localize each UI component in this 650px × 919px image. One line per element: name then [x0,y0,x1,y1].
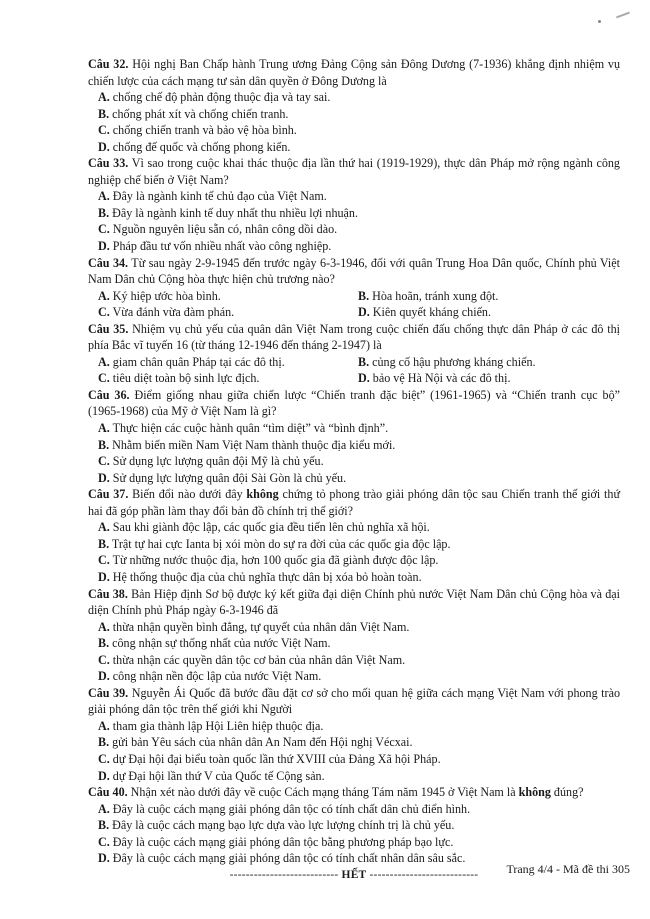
option-letter: C. [98,553,110,568]
option-text: Vừa đánh vừa đàm phán. [109,305,235,320]
negation-emphasis: không [246,487,279,502]
option-letter: C. [98,454,110,469]
question-39 [88,685,620,784]
option-c [98,370,358,387]
question-stem [88,56,620,89]
question-stem [88,586,620,619]
option-text: Từ những nước thuộc địa, hơn 100 quốc gia đã giành được độc lập. [109,553,439,568]
question-number: Câu 34. [88,255,129,270]
option-letter: B. [98,106,110,121]
option-letter: B. [358,354,370,369]
option-c [98,453,620,470]
option-d [98,238,620,255]
option-c [98,834,620,851]
option-b [358,354,618,371]
option-letter: A. [98,354,110,369]
option-text: Đây là ngành kinh tế chủ đạo của Việt Nam. [109,189,327,204]
end-dashes-right: --------------------------- [369,868,479,881]
option-text: giam chân quân Pháp tại các đô thị. [109,354,285,369]
scan-speck [598,20,601,23]
option-letter: A. [98,801,110,816]
option-b [98,106,620,123]
question-number: Câu 32. [88,57,129,71]
option-b [98,437,620,454]
option-text: Sử dụng lực lượng quân đội Mỹ là chủ yếu. [109,454,324,469]
option-text: củng cố hậu phương kháng chiến. [369,354,536,369]
option-letter: C. [98,305,110,320]
question-stem [88,486,620,519]
option-text: Đây là ngành kinh tế duy nhất thu nhiều lợi nhuận. [109,205,358,220]
question-number: Câu 40. [88,785,128,800]
question-text: Bản Hiệp định Sơ bộ được ký kết giữa đại diện Chính phủ nước Việt Nam Dân chủ Cộng hòa và đại diện Chính phủ Pháp ngày 6-3-1946 đã [88,586,620,618]
option-text: gửi bản Yêu sách của nhân dân An Nam đến Hội nghị Vécxai. [109,735,413,750]
option-text: Đây là cuộc cách mạng giải phóng dân tộc có tính chất nhân dân sâu sắc. [109,851,466,866]
question-text: Hội nghị Ban Chấp hành Trung ương Đảng Cộng sản Đông Dương (7-1936) khẳng định nhiệm vụ chiến lược của cách mạng tư sản dân quyền ở Đông Dương là [88,57,620,88]
option-a [98,420,620,437]
question-text: Nhận xét nào dưới đây về cuộc Cách mạng tháng Tám năm 1945 ở Việt Nam là [127,785,519,800]
question-stem [88,255,620,288]
option-row [98,354,620,371]
question-stem [88,321,620,354]
option-text: công nhận sự thống nhất của nước Việt Nam. [109,636,331,651]
option-text: chống phát xít và chống chiến tranh. [109,106,289,121]
option-d [98,768,620,785]
question-stem [88,784,620,801]
option-text: tham gia thành lập Hội Liên hiệp thuộc địa. [109,718,324,733]
option-d [98,668,620,685]
option-letter: C. [98,371,110,386]
option-letter: A. [98,619,110,634]
option-letter: A. [98,288,110,303]
option-a [98,619,620,636]
question-text: Biến đổi nào dưới đây [128,487,247,502]
option-letter: C. [98,834,110,849]
option-letter: D. [98,851,110,866]
option-text: Trật tự hai cực Ianta bị xói mòn do sự ra đời của các quốc gia độc lập. [109,536,451,551]
option-text: Sử dụng lực lượng quân đội Sài Gòn là chủ yếu. [109,470,347,485]
question-number: Câu 33. [88,156,129,171]
question-number: Câu 35. [88,321,129,336]
option-text: Đây là cuộc cách mạng giải phóng dân tộc bằng phương pháp bạo lực. [109,834,454,849]
option-letter: D. [98,139,110,154]
option-d [358,304,618,321]
option-letter: D. [358,305,370,320]
question-text: Nhiệm vụ chủ yếu của quân dân Việt Nam trong cuộc chiến đấu chống thực dân Pháp ở các đô thị phía Bắc vĩ tuyến 16 (từ tháng 12-1946 đến tháng 2-1947) là [88,321,620,353]
option-letter: C. [98,123,110,138]
option-text: Sau khi giành độc lập, các quốc gia đều tiến lên chủ nghĩa xã hội. [109,520,430,535]
option-text: công nhận nền độc lập của nước Việt Nam. [109,669,322,684]
option-b [98,817,620,834]
option-row [98,288,620,305]
option-letter: B. [98,735,110,750]
option-letter: A. [98,520,110,535]
question-35 [88,321,620,387]
option-text: Đây là cuộc cách mạng giải phóng dân tộc có tính chất dân chủ điển hình. [109,801,471,816]
option-text: chống chiến tranh và bảo vệ hòa bình. [109,123,297,138]
question-stem [88,155,620,188]
option-letter: B. [98,437,110,452]
option-d [98,569,620,586]
option-b [98,734,620,751]
option-text: Nhằm biến miền Nam Việt Nam thành thuộc địa kiểu mới. [109,437,396,452]
option-text: Kiên quyết kháng chiến. [369,305,492,320]
option-text: Đây là cuộc cách mạng bạo lực dựa vào lực lượng chính trị là chủ yếu. [109,818,455,833]
option-row [98,370,620,387]
scan-mark [616,12,630,19]
option-text: Hòa hoãn, tránh xung đột. [369,288,499,303]
question-text: Vì sao trong cuộc khai thác thuộc địa lần thứ hai (1919-1929), thực dân Pháp mở rộng ngành công nghiệp chế biến ở Việt Nam? [88,156,620,187]
option-a [98,188,620,205]
question-38 [88,586,620,685]
option-d [358,370,618,387]
question-text: Từ sau ngày 2-9-1945 đến trước ngày 6-3-1946, đối với quân Trung Hoa Dân quốc, Chính phủ Việt Nam Dân chủ Cộng hòa thực hiện chủ trương nào? [88,255,620,287]
option-text: bảo vệ Hà Nội và các đô thị. [369,371,511,386]
question-37 [88,486,620,585]
question-text: Nguyễn Ái Quốc đã bước đầu đặt cơ sở cho mối quan hệ giữa cách mạng Việt Nam với phong trào giải phóng dân tộc trên thế giới khi Người [88,685,620,717]
question-36 [88,387,620,486]
option-text: tiêu diệt toàn bộ sinh lực địch. [109,371,260,386]
option-letter: D. [98,569,110,584]
question-number: Câu 37. [88,487,129,502]
option-d [98,139,620,156]
question-number: Câu 39. [88,685,129,700]
option-letter: A. [98,421,110,436]
option-letter: A. [98,189,110,204]
end-dashes-left: --------------------------- [229,868,339,881]
option-text: chống chế độ phản động thuộc địa và tay sai. [109,90,331,105]
option-text: dự Đại hội đại biểu toàn quốc lần thứ XVIII của Đảng Xã hội Pháp. [109,751,441,766]
option-letter: C. [98,751,110,766]
option-letter: D. [98,239,110,254]
option-c [98,221,620,238]
question-32 [88,56,620,155]
page-footer: Trang 4/4 - Mã đề thi 305 [506,862,630,876]
option-letter: D. [358,371,370,386]
option-a [98,519,620,536]
option-text: Ký hiệp ước hòa bình. [109,288,221,303]
option-d [98,470,620,487]
option-b [98,635,620,652]
option-b [358,288,618,305]
option-c [98,652,620,669]
option-letter: B. [98,205,110,220]
option-b [98,536,620,553]
option-letter: B. [98,818,110,833]
option-letter: B. [358,288,370,303]
question-list [88,56,620,883]
option-row [98,304,620,321]
question-stem [88,387,620,420]
question-text: Điểm giống nhau giữa chiến lược “Chiến tranh đặc biệt” (1961-1965) và “Chiến tranh cục bộ” (1965-1968) của Mỹ ở Việt Nam là gì? [88,387,620,419]
option-text: Hệ thống thuộc địa của chủ nghĩa thực dân bị xóa bỏ hoàn toàn. [109,569,422,584]
option-c [98,751,620,768]
option-text: Thực hiện các cuộc hành quân “tìm diệt” và “bình định”. [109,421,389,436]
question-number: Câu 38. [88,586,128,601]
option-a [98,354,358,371]
end-label: HẾT [341,868,367,881]
option-letter: C. [98,652,110,667]
option-letter: D. [98,768,110,783]
option-c [98,552,620,569]
option-b [98,205,620,222]
option-letter: A. [98,90,110,105]
option-letter: A. [98,718,110,733]
option-letter: B. [98,536,110,551]
option-text: thừa nhận quyền bình đẳng, tự quyết của nhân dân Việt Nam. [109,619,410,634]
question-34 [88,255,620,321]
option-a [98,718,620,735]
question-40 [88,784,620,867]
question-33 [88,155,620,254]
option-c [98,122,620,139]
question-text: chứng tỏ phong trào giải phóng dân tộc sau Chiến tranh thế giới thứ hai đã góp phần làm thay đổi bản đồ chính trị thế giới? [88,487,620,518]
option-text: thừa nhận các quyền dân tộc cơ bản của nhân dân Việt Nam. [109,652,406,667]
option-letter: B. [98,636,110,651]
option-a [98,89,620,106]
option-a [98,801,620,818]
option-letter: D. [98,669,110,684]
option-text: Nguồn nguyên liệu sẵn có, nhân công dồi dào. [109,222,338,237]
question-text: đúng? [550,785,584,800]
question-stem [88,685,620,718]
option-letter: D. [98,470,110,485]
question-number: Câu 36. [88,387,130,402]
option-c [98,304,358,321]
option-text: chống đế quốc và chống phong kiến. [109,139,291,154]
option-text: dự Đại hội lần thứ V của Quốc tế Cộng sản. [109,768,325,783]
option-letter: C. [98,222,110,237]
negation-emphasis: không [518,785,551,800]
option-a [98,288,358,305]
option-text: Pháp đầu tư vốn nhiều nhất vào công nghiệp. [109,239,332,254]
